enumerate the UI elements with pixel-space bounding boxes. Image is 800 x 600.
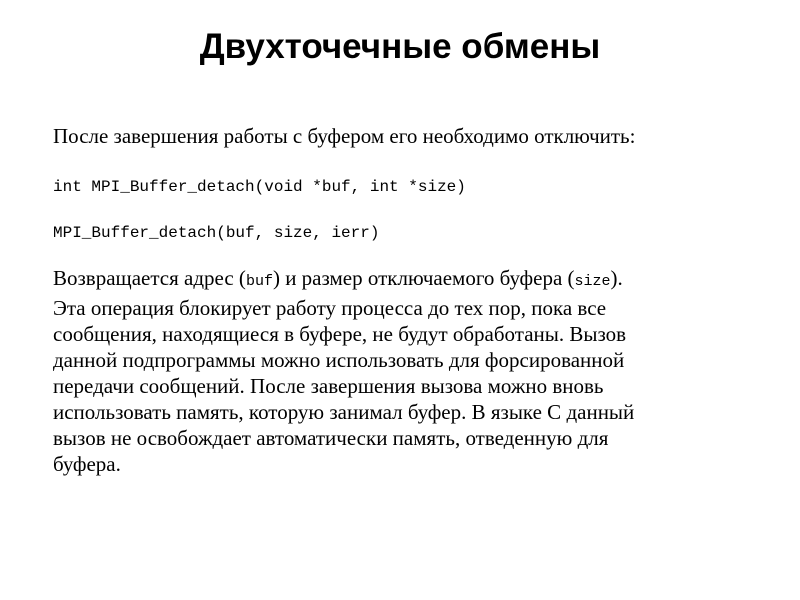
text-segment: ) и размер отключаемого буфера ( [272, 266, 575, 290]
inline-code-size: size [574, 273, 611, 290]
text-segment: Возвращается адрес ( [53, 266, 246, 290]
description-line-4: данной подпрограммы можно использовать для форсированной [53, 348, 625, 372]
c-signature: int MPI_Buffer_detach(void *buf, int *size) [53, 178, 466, 196]
description-line-3: сообщения, находящиеся в буфере, не будут обработаны. Вызов [53, 322, 627, 346]
description-line-2: Эта операция блокирует работу процесса до тех пор, пока все [53, 296, 607, 320]
description-paragraph [53, 265, 753, 477]
description-line-1 [53, 265, 753, 295]
description-line-5: передачи сообщений. После завершения вызова можно вновь [53, 374, 604, 398]
intro-text: После завершения работы с буфером его необходимо отключить: [53, 124, 636, 148]
text-segment: ). [610, 266, 623, 290]
description-line-7: вызов не освобождает автоматически память, отведенную для [53, 426, 609, 450]
slide-title: Двухточечные обмены [199, 27, 601, 66]
inline-code-buf: buf [245, 273, 273, 290]
description-line-6: использовать память, которую занимал буфер. В языке C данный [53, 400, 635, 424]
description-line-8: буфера. [53, 452, 121, 476]
fortran-signature: MPI_Buffer_detach(buf, size, ierr) [53, 224, 380, 242]
